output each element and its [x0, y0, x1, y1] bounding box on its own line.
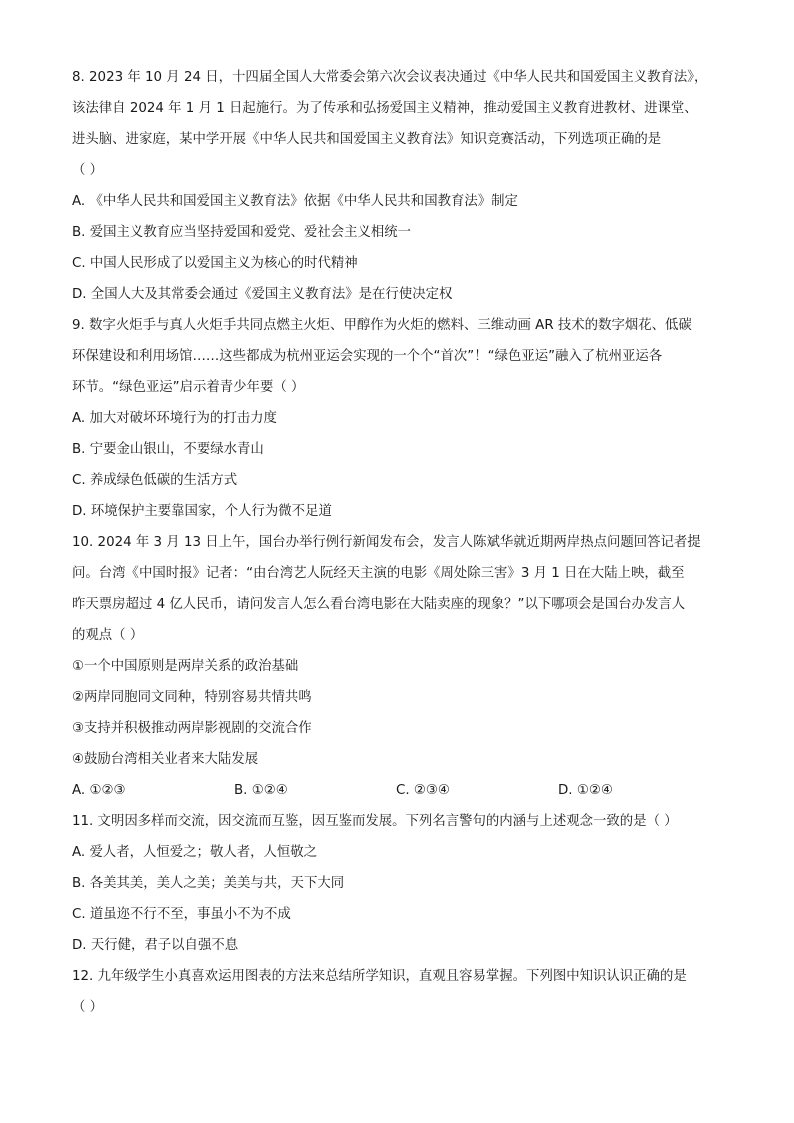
question-10-choices: [72, 775, 722, 806]
question-8-stem-line-2: 该法律自 2024 年 1 月 1 日起施行。为了传承和弘扬爱国主义精神，推动爱国主义教育进教材、进课堂、: [72, 101, 698, 116]
question-11-option-a: A. 爱人者，人恒爱之；敬人者，人恒敬之: [72, 845, 318, 860]
question-10-statement-4: ④鼓励台湾相关业者来大陆发展: [72, 752, 259, 767]
question-10-choice-a: A. ①②③: [72, 783, 126, 798]
question-8-stem-line-3: 进头脑、进家庭，某中学开展《中华人民共和国爱国主义教育法》知识竞赛活动，下列选项正确的是: [72, 132, 662, 147]
question-8: [72, 62, 722, 310]
question-8-stem-line-1: 8. 2023 年 10 月 24 日，十四届全国人大常委会第六次会议表决通过《中华人民共和国爱国主义教育法》，: [72, 70, 708, 85]
question-10-stem-line-1: 10. 2024 年 3 月 13 日上午，国台办举行例行新闻发布会，发言人陈斌华就近期两岸热点问题回答记者提: [72, 535, 701, 550]
question-8-option-c: C. 中国人民形成了以爱国主义为核心的时代精神: [72, 256, 358, 271]
question-11: [72, 806, 722, 961]
question-9: [72, 310, 722, 527]
question-10-choice-b: B. ①②④: [234, 783, 288, 798]
question-9-stem-line-1: 9. 数字火炬手与真人火炬手共同点燃主火炬、甲醇作为火炬的燃料、三维动画 AR 技术的数字烟花、低碳: [72, 318, 692, 333]
question-8-option-b: B. 爱国主义教育应当坚持爱国和爱党、爱社会主义相统一: [72, 225, 412, 240]
question-8-stem-line-4: （ ）: [72, 163, 104, 178]
question-10: [72, 527, 722, 806]
question-10-statement-2: ②两岸同胞同文同种，特别容易共情共鸣: [72, 690, 312, 705]
question-10-stem-line-3: 昨天票房超过 4 亿人民币，请问发言人怎么看台湾电影在大陆卖座的现象？”以下哪项会是国台办发言人: [72, 597, 686, 612]
question-11-option-b: B. 各美其美，美人之美；美美与共，天下大同: [72, 876, 345, 891]
question-9-stem-line-3: 环节。“绿色亚运”启示着青少年要（ ）: [72, 380, 305, 395]
question-9-stem-line-2: 环保建设和利用场馆……这些都成为杭州亚运会实现的一个个“首次”！“绿色亚运”融入了杭州亚运各: [72, 349, 663, 364]
question-12-stem-line-1: 12. 九年级学生小真喜欢运用图表的方法来总结所学知识，直观且容易掌握。下列图中知识认识正确的是: [72, 969, 687, 984]
question-10-statement-1: ①一个中国原则是两岸关系的政治基础: [72, 659, 299, 674]
question-11-option-d: D. 天行健，君子以自强不息: [72, 938, 239, 953]
question-12: [72, 961, 722, 1023]
question-12-stem-line-2: （ ）: [72, 1000, 104, 1015]
question-9-option-a: A. 加大对破坏环境行为的打击力度: [72, 411, 277, 426]
question-9-option-b: B. 宁要金山银山，不要绿水青山: [72, 442, 264, 457]
question-10-choice-c: C. ②③④: [396, 783, 450, 798]
question-8-option-d: D. 全国人大及其常委会通过《爱国主义教育法》是在行使决定权: [72, 287, 453, 302]
question-9-option-c: C. 养成绿色低碳的生活方式: [72, 473, 238, 488]
question-10-statement-3: ③支持并积极推动两岸影视剧的交流合作: [72, 721, 312, 736]
question-10-stem-line-4: 的观点（ ）: [72, 628, 144, 643]
question-8-option-a: A. 《中华人民共和国爱国主义教育法》依据《中华人民共和国教育法》制定: [72, 194, 518, 209]
question-10-stem-line-2: 问。台湾《中国时报》记者：“由台湾艺人阮经天主演的电影《周处除三害》3 月 1 日在大陆上映，截至: [72, 566, 685, 581]
question-10-choice-d: D. ①②④: [558, 783, 613, 798]
question-11-option-c: C. 道虽迩不行不至，事虽小不为不成: [72, 907, 291, 922]
exam-page: [72, 62, 722, 1023]
question-11-stem-line-1: 11. 文明因多样而交流，因交流而互鉴，因互鉴而发展。下列名言警句的内涵与上述观念一致的是（ ）: [72, 814, 678, 829]
question-9-option-d: D. 环境保护主要靠国家，个人行为微不足道: [72, 504, 332, 519]
